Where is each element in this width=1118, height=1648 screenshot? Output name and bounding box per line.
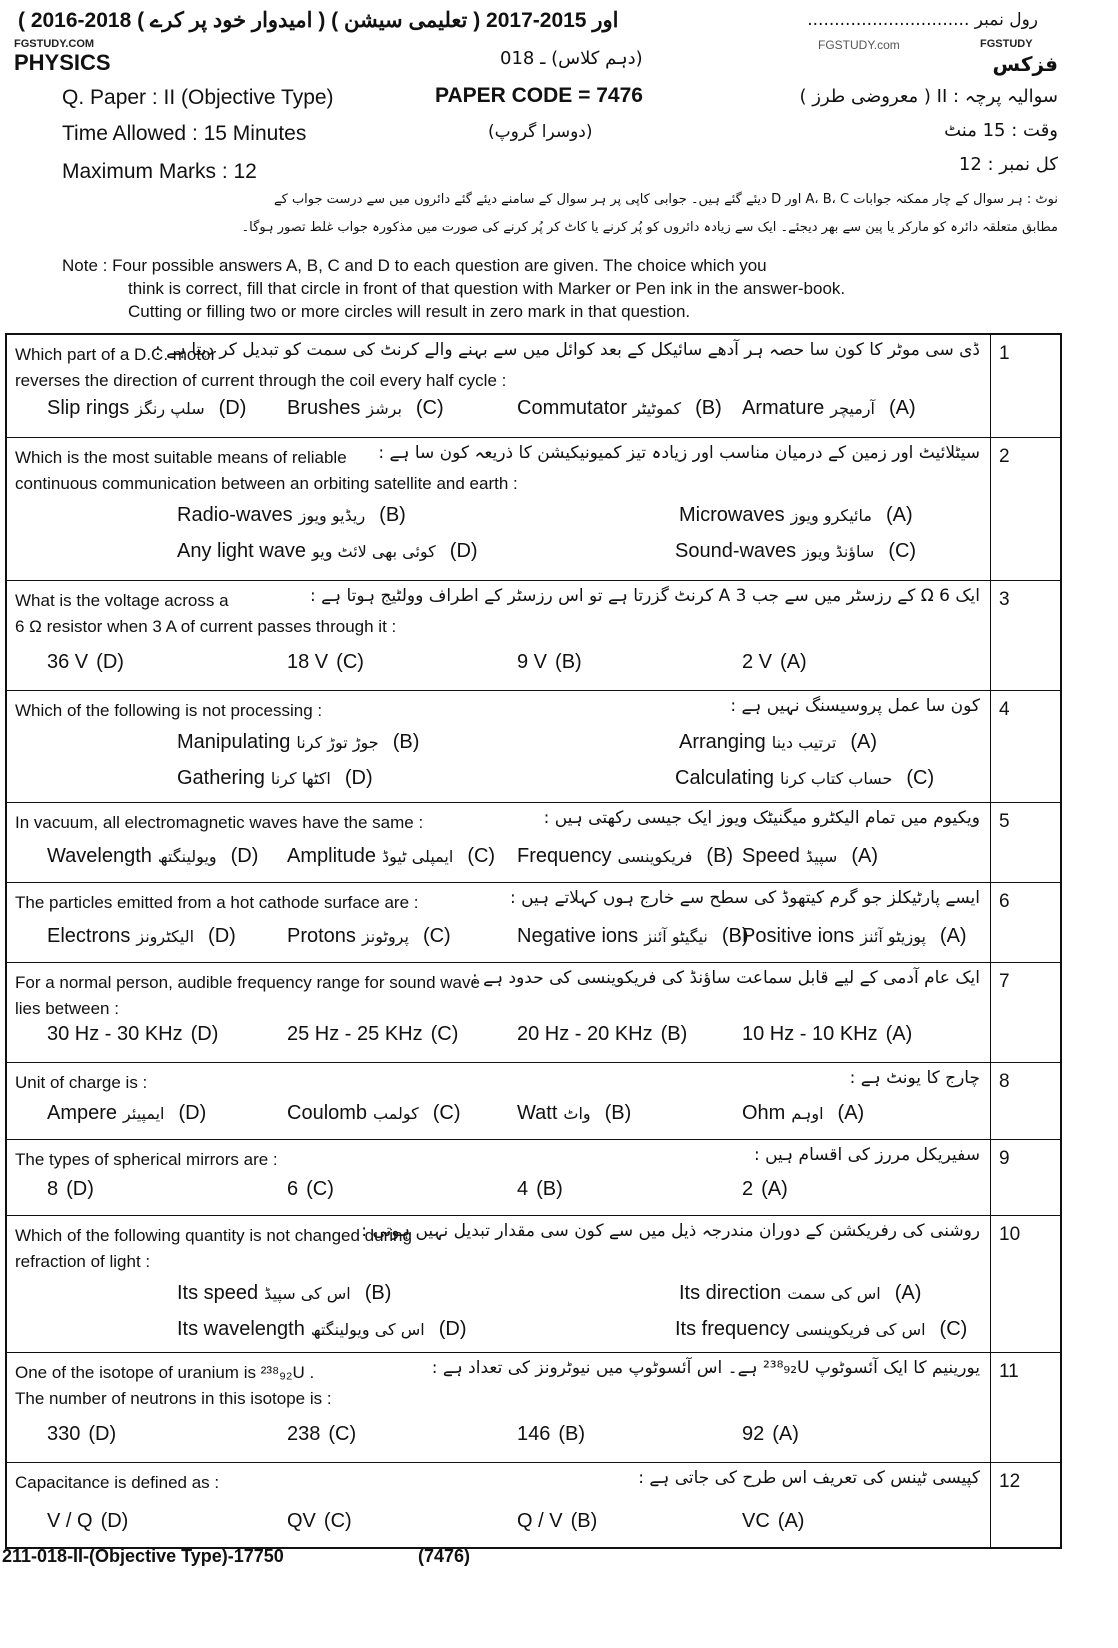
option-label-en: Gathering — [177, 767, 265, 789]
question-number-cell — [990, 803, 1061, 883]
option-label-en: Negative ions — [517, 925, 639, 947]
option-key: (C) — [323, 1510, 352, 1532]
option-label-en: Watt — [517, 1102, 558, 1124]
question-text-ur: کون سا عمل پروسیسنگ نہیں ہے : — [730, 696, 980, 716]
roll-no-label: رول نمبر .............................. — [807, 10, 1038, 30]
option-label-ur: پروٹونز — [361, 927, 409, 946]
question-text-ur: کپیسی ٹینس کی تعریف اس طرح کی جاتی ہے : — [638, 1468, 980, 1488]
question-text-en: continuous communication between an orbiting satellite and earth : — [15, 474, 518, 493]
option-label-ur: اس کی ویولینگتھ — [310, 1320, 425, 1339]
option-label-en: Q / V — [517, 1510, 563, 1532]
option-label-ur: اس کی فریکوینسی — [795, 1320, 926, 1339]
option-key: (D) — [344, 767, 373, 789]
question-text-en: Which of the following is not processing : — [15, 701, 323, 720]
option-label-en: Microwaves — [679, 504, 785, 526]
option-label-en: 30 Hz - 30 KHz — [47, 1023, 183, 1045]
footer-code: 211-018-II-(Objective Type)-17750 — [2, 1546, 284, 1566]
question-number: 12 — [999, 1471, 1021, 1492]
class-ur: (دہم کلاس) ـ 018 — [500, 48, 643, 69]
option-key: (A) — [939, 925, 967, 947]
question-row — [7, 690, 1060, 803]
option-label-en: Speed — [742, 845, 800, 867]
option-d — [47, 1510, 128, 1533]
question-text-en: lies between : — [15, 999, 119, 1018]
question-number: 10 — [999, 1224, 1021, 1245]
option-c — [287, 1423, 356, 1446]
option-label-ur: کوئی بھی لائٹ ویو — [311, 542, 436, 561]
option-key: (A) — [888, 397, 916, 419]
option-key: (A) — [761, 1178, 788, 1200]
question-number-cell — [990, 1216, 1061, 1353]
option-label-en: Radio-waves — [177, 504, 293, 526]
note-en-line-1: Note : Four possible answers A, B, C and D to each question are given. The choice which you — [62, 256, 767, 275]
option-d — [47, 845, 258, 868]
question-text-en: reverses the direction of current through the coil every half cycle : — [15, 371, 507, 390]
option-key: (B) — [706, 845, 734, 867]
option-label-ur: الیکٹرونز — [136, 927, 195, 946]
option-label-ur: سلپ رنگز — [135, 399, 205, 418]
questions-table — [5, 333, 1062, 1549]
option-label-en: Ampere — [47, 1102, 118, 1124]
option-key: (D) — [178, 1102, 207, 1124]
time-ur: وقت : 15 منٹ — [944, 120, 1058, 141]
option-c — [287, 397, 444, 420]
question-number: 7 — [999, 971, 1010, 992]
option-key: (A) — [772, 1423, 799, 1445]
option-c — [675, 1318, 967, 1341]
option-a — [742, 1023, 912, 1046]
option-key: (C) — [467, 845, 496, 867]
option-label-en: 238 — [287, 1423, 321, 1445]
paper-ur: سوالیہ پرچہ : II ( معروضی طرز ) — [799, 86, 1058, 107]
option-d — [177, 1318, 466, 1341]
option-label-en: 146 — [517, 1423, 551, 1445]
option-label-ur: جوڑ توڑ کرنا — [296, 733, 379, 752]
option-label-en: Armature — [742, 397, 825, 419]
watermark: FGSTUDY — [980, 38, 1033, 50]
option-b — [517, 1023, 687, 1046]
option-c — [287, 1510, 352, 1533]
question-number: 2 — [999, 446, 1010, 467]
question-text-en: refraction of light : — [15, 1252, 151, 1271]
option-b — [177, 504, 406, 527]
option-a — [679, 504, 913, 527]
option-label-en: QV — [287, 1510, 316, 1532]
option-label-en: Calculating — [675, 767, 774, 789]
option-label-en: Positive ions — [742, 925, 855, 947]
note-en-line-2: think is correct, fill that circle in front of that question with Marker or Pen ink in the answer-book. — [128, 279, 846, 298]
option-a — [742, 845, 878, 868]
option-b — [517, 925, 749, 948]
option-key: (B) — [392, 731, 420, 753]
subject-ur: فزکس — [992, 52, 1058, 76]
option-c — [287, 1178, 334, 1201]
option-key: (C) — [432, 1102, 461, 1124]
option-label-ur: ایمپلی ٹیوڈ — [381, 847, 454, 866]
question-text-ur: سیٹلائیٹ اور زمین کے درمیان مناسب اور زیادہ تیز کمیونیکیشن کا ذریعہ کون سا ہے : — [378, 443, 980, 463]
time-en: Time Allowed : 15 Minutes — [62, 122, 307, 145]
question-row — [7, 802, 1060, 883]
option-label-en: 330 — [47, 1423, 81, 1445]
option-key: (C) — [306, 1178, 334, 1200]
subject-en: PHYSICS — [14, 50, 111, 75]
option-key: (C) — [430, 1023, 459, 1045]
option-label-en: Brushes — [287, 397, 361, 419]
option-label-ur: مائیکرو ویوز — [790, 506, 872, 525]
question-text-en: In vacuum, all electromagnetic waves have the same : — [15, 813, 424, 832]
watermark: FGSTUDY.com — [818, 38, 900, 52]
option-label-ur: آرمیچر — [830, 399, 875, 418]
option-d — [47, 651, 124, 674]
question-number-cell — [990, 1463, 1061, 1548]
question-row — [7, 335, 1060, 437]
question-number-cell — [990, 691, 1061, 803]
option-key: (B) — [695, 397, 722, 419]
option-a — [742, 1102, 864, 1125]
option-label-en: Ohm — [742, 1102, 786, 1124]
option-label-en: Manipulating — [177, 731, 291, 753]
option-key: (A) — [894, 1282, 922, 1304]
option-key: (B) — [570, 1510, 598, 1532]
option-label-en: VC — [742, 1510, 770, 1532]
question-number: 1 — [999, 343, 1010, 364]
option-label-ur: پوزیٹو آئنز — [860, 927, 926, 946]
option-label-ur: اوہم — [791, 1104, 824, 1123]
option-d — [177, 767, 373, 790]
option-c — [675, 767, 934, 790]
option-key: (C) — [328, 1423, 357, 1445]
option-label-en: 92 — [742, 1423, 765, 1445]
option-b — [517, 1178, 563, 1201]
option-b — [517, 1510, 597, 1533]
option-key: (B) — [660, 1023, 688, 1045]
option-label-en: 6 — [287, 1178, 299, 1200]
option-d — [47, 1178, 94, 1201]
option-b — [517, 845, 733, 868]
option-key: (A) — [777, 1510, 805, 1532]
question-number-cell — [990, 963, 1061, 1063]
option-b — [177, 1282, 391, 1305]
option-key: (C) — [336, 651, 364, 673]
option-label-en: 25 Hz - 25 KHz — [287, 1023, 423, 1045]
option-a — [742, 1178, 788, 1201]
question-text-en: Which is the most suitable means of reliable — [15, 448, 347, 467]
option-label-en: Its direction — [679, 1282, 782, 1304]
option-a — [742, 651, 807, 674]
option-label-ur: کموٹیٹر — [633, 399, 682, 418]
question-row — [7, 1062, 1060, 1140]
option-label-en: 9 V — [517, 651, 548, 673]
question-text-en: One of the isotope of uranium is ²³⁸₉₂U . — [15, 1363, 315, 1382]
option-key: (C) — [888, 540, 917, 562]
option-label-en: 4 — [517, 1178, 529, 1200]
marks-en: Maximum Marks : 12 — [62, 160, 257, 183]
option-label-ur: ویولینگتھ — [157, 847, 217, 866]
option-label-ur: ایمپیئر — [123, 1104, 165, 1123]
option-a — [742, 397, 916, 420]
option-label-en: Its wavelength — [177, 1318, 305, 1340]
option-label-ur: اس کی سپیڈ — [264, 1284, 351, 1303]
option-label-ur: اس کی سمت — [787, 1284, 881, 1303]
option-c — [287, 845, 495, 868]
option-label-en: Any light wave — [177, 540, 306, 562]
option-d — [47, 1023, 218, 1046]
option-key: (B) — [536, 1178, 563, 1200]
question-text-en: Which of the following quantity is not changed during — [15, 1226, 412, 1245]
question-text-en: Which part of a D.C. motor — [15, 345, 217, 364]
option-key: (A) — [837, 1102, 865, 1124]
option-label-ur: کولمب — [373, 1104, 419, 1123]
question-row — [7, 1139, 1060, 1216]
option-label-en: 10 Hz - 10 KHz — [742, 1023, 878, 1045]
question-number: 5 — [999, 811, 1010, 832]
option-label-en: 20 Hz - 20 KHz — [517, 1023, 653, 1045]
option-b — [517, 1423, 585, 1446]
question-number-cell — [990, 581, 1061, 691]
question-text-ur: ایک 6 Ω کے رزسٹر میں سے جب 3 A کرنٹ گزرتا ہے تو اس رزسٹر کے اطراف وولٹیج ہوتا ہے : — [309, 586, 980, 606]
question-text-ur: روشنی کی رفریکشن کے دوران مندرجہ ذیل میں سے کون سی مقدار تبدیل نہیں ہوتی : — [361, 1221, 980, 1241]
question-row — [7, 1352, 1060, 1463]
option-label-en: Coulomb — [287, 1102, 368, 1124]
option-b — [517, 651, 582, 674]
question-text-en: For a normal person, audible frequency range for sound wave — [15, 973, 480, 992]
option-key: (D) — [449, 540, 478, 562]
marks-ur: کل نمبر : 12 — [958, 154, 1058, 175]
option-key: (D) — [66, 1178, 94, 1200]
question-text-en: Unit of charge is : — [15, 1073, 148, 1092]
option-label-en: 2 V — [742, 651, 773, 673]
option-label-en: Amplitude — [287, 845, 376, 867]
option-label-en: Slip rings — [47, 397, 130, 419]
question-text-en: The particles emitted from a hot cathode surface are : — [15, 893, 419, 912]
option-b — [517, 1102, 631, 1125]
option-key: (C) — [939, 1318, 968, 1340]
option-key: (A) — [885, 504, 913, 526]
question-text-ur: ویکیوم میں تمام الیکٹرو میگنیٹک ویوز ایک جیسی رکھتی ہیں : — [543, 808, 980, 828]
question-number-cell — [990, 438, 1061, 581]
option-d — [47, 1102, 206, 1125]
option-label-en: Arranging — [679, 731, 766, 753]
option-key: (B) — [364, 1282, 392, 1304]
option-key: (D) — [208, 925, 236, 947]
question-row — [7, 1215, 1060, 1353]
option-key: (B) — [379, 504, 406, 526]
option-label-en: Wavelength — [47, 845, 152, 867]
question-row — [7, 1462, 1060, 1548]
option-key: (C) — [906, 767, 935, 789]
question-number: 3 — [999, 589, 1010, 610]
question-text-en: 6 Ω resistor when 3 A of current passes through it : — [15, 617, 397, 636]
option-key: (D) — [230, 845, 259, 867]
option-label-en: V / Q — [47, 1510, 93, 1532]
question-number-cell — [990, 1353, 1061, 1463]
option-label-en: 2 — [742, 1178, 754, 1200]
option-label-en: Electrons — [47, 925, 131, 947]
option-key: (B) — [555, 651, 582, 673]
option-a — [742, 1423, 799, 1446]
option-a — [742, 925, 967, 948]
group-ur: (دوسرا گروپ) — [488, 122, 593, 142]
option-key: (A) — [851, 845, 878, 867]
option-c — [287, 925, 451, 948]
option-label-en: Sound-waves — [675, 540, 797, 562]
option-a — [679, 1282, 921, 1305]
question-number-cell — [990, 1063, 1061, 1140]
question-number: 6 — [999, 891, 1010, 912]
option-key: (B) — [558, 1423, 586, 1445]
option-key: (D) — [88, 1423, 117, 1445]
option-d — [47, 397, 246, 420]
option-a — [679, 731, 877, 754]
option-key: (B) — [721, 925, 749, 947]
option-label-ur: حساب کتاب کرنا — [779, 769, 893, 788]
paper-code: PAPER CODE = 7476 — [435, 84, 643, 107]
option-label-en: Commutator — [517, 397, 628, 419]
question-number-cell — [990, 1140, 1061, 1216]
question-text-en: What is the voltage across a — [15, 591, 229, 610]
sessions-line: ( 2016-2018 اور 2015-2017 ( تعلیمی سیشن ) ( امیدوار خود پر کرے ) — [18, 9, 619, 32]
option-key: (D) — [190, 1023, 219, 1045]
option-key: (D) — [218, 397, 247, 419]
option-key: (A) — [850, 731, 878, 753]
note-ur-line-2: مطابق متعلقہ دائرہ کو مارکر یا پین سے بھر دیجئے۔ ایک سے زیادہ دائروں کو پُر کرنے یا کاٹ کر پُر کرنے کی صورت میں مذکورہ جواب غلط تصور ہوگا۔ — [241, 220, 1058, 235]
option-d — [47, 1423, 116, 1446]
question-text-ur: چارج کا یونٹ ہے : — [849, 1068, 980, 1088]
question-number-cell — [990, 883, 1061, 963]
question-text-en: Capacitance is defined as : — [15, 1473, 220, 1492]
question-text-en: The types of spherical mirrors are : — [15, 1150, 278, 1169]
question-text-en: The number of neutrons in this isotope is : — [15, 1389, 332, 1408]
question-text-ur: سفیریکل مررز کی اقسام ہیں : — [753, 1145, 980, 1165]
option-c — [287, 651, 364, 674]
option-label-en: Its speed — [177, 1282, 259, 1304]
option-key: (C) — [415, 397, 444, 419]
question-text-ur: ایسے پارٹیکلز جو گرم کیتھوڈ کی سطح سے خارج ہوں کہلاتے ہیں : — [509, 888, 980, 908]
option-label-en: Frequency — [517, 845, 612, 867]
option-key: (D) — [96, 651, 124, 673]
note-ur-line-1: نوٹ : ہر سوال کے چار ممکنہ جوابات A، B، C اور D دیئے گئے ہیں۔ جوابی کاپی پر ہر سوال کے سامنے دیئے گئے دائروں میں سے درست جواب کے — [274, 192, 1058, 207]
paper-en: Q. Paper : II (Objective Type) — [62, 86, 334, 109]
option-label-en: 8 — [47, 1178, 59, 1200]
option-c — [675, 540, 916, 563]
option-key: (A) — [780, 651, 807, 673]
option-key: (A) — [885, 1023, 913, 1045]
option-b — [517, 397, 722, 420]
question-number: 9 — [999, 1148, 1010, 1169]
question-row — [7, 882, 1060, 963]
option-label-ur: فریکوینسی — [617, 847, 693, 866]
question-row — [7, 580, 1060, 691]
option-key: (C) — [422, 925, 451, 947]
question-number-cell — [990, 335, 1061, 437]
option-b — [177, 731, 419, 754]
option-label-en: 18 V — [287, 651, 329, 673]
option-key: (D) — [100, 1510, 129, 1532]
option-label-ur: ساؤنڈ ویوز — [802, 542, 875, 561]
option-label-ur: سپیڈ — [805, 847, 838, 866]
option-label-ur: برشز — [366, 399, 402, 418]
question-text-ur: ایک عام آدمی کے لیے قابل سماعت ساؤنڈ کی فریکوینسی کی حدود ہے : — [472, 968, 980, 988]
option-label-ur: نیگیٹو آئنز — [644, 927, 708, 946]
option-key: (B) — [604, 1102, 632, 1124]
option-label-ur: ترتیب دینا — [771, 733, 837, 752]
watermark: FGSTUDY.COM — [14, 38, 95, 50]
question-row — [7, 437, 1060, 581]
option-d — [177, 540, 478, 563]
question-number: 8 — [999, 1071, 1010, 1092]
option-label-en: Its frequency — [675, 1318, 790, 1340]
question-number: 11 — [999, 1361, 1019, 1382]
option-a — [742, 1510, 804, 1533]
footer-paper-code: (7476) — [418, 1546, 471, 1566]
option-c — [287, 1102, 461, 1125]
note-en-line-3: Cutting or filling two or more circles will result in zero mark in that question. — [128, 302, 691, 321]
option-c — [287, 1023, 458, 1046]
option-key: (D) — [438, 1318, 467, 1340]
option-d — [47, 925, 236, 948]
option-label-ur: ریڈیو ویوز — [298, 506, 366, 525]
question-text-ur: یورینیم کا ایک آئسوٹوپ ²³⁸₉₂U ہے۔ اس آئسوٹوپ میں نیوٹرونز کی تعداد ہے : — [431, 1358, 980, 1378]
option-label-en: Protons — [287, 925, 356, 947]
option-label-ur: اکٹھا کرنا — [270, 769, 331, 788]
option-label-ur: واٹ — [563, 1104, 591, 1123]
question-text-ur: ڈی سی موٹر کا کون سا حصہ ہر آدھے سائیکل کے بعد کوائل میں سے بہنے والے کرنٹ کی سمت کو تبدیل کر دیتا ہے : — [154, 340, 980, 360]
question-row — [7, 962, 1060, 1063]
option-label-en: 36 V — [47, 651, 89, 673]
question-number: 4 — [999, 699, 1010, 720]
